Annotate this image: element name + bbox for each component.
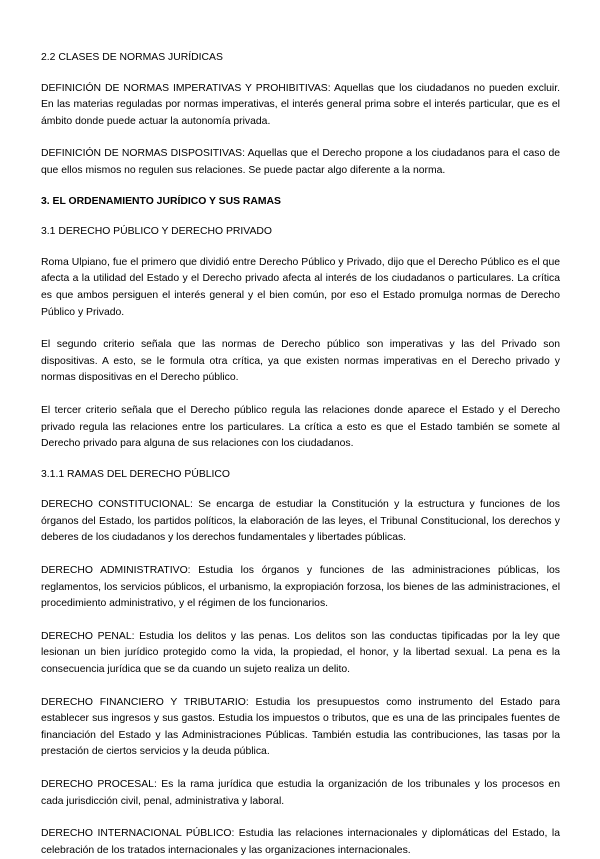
paragraph-internacional: DERECHO INTERNACIONAL PÚBLICO: Estudia las relaciones internacionales y diplomáticas del Estado, la celebración de los tratados internacionales y las organizaciones internacionales. xyxy=(41,828,560,856)
paragraph-segundo-criterio: El segundo criterio señala que las normas de Derecho público son imperativas y las del Privado son dispositivas. A esto, se le formula otra crítica, ya que existen normas imperativas en el Derecho privado y normas dispositivas en el Derecho público. xyxy=(41,339,560,384)
document-page xyxy=(41,50,560,859)
definition-imperativas: DEFINICIÓN DE NORMAS IMPERATIVAS Y PROHIBITIVAS: Aquellas que los ciudadanos no pueden excluir. En las materias reguladas por normas imperativas, el interés general prima sobre el interés particular, que es el ámbito donde puede actuar la autonomía privada. xyxy=(41,82,560,127)
paragraph-administrativo: DERECHO ADMINISTRATIVO: Estudia los órganos y funciones de las administraciones públicas, los reglamentos, los servicios públicos, el urbanismo, la expropiación forzosa, los bienes de las administraciones, el procedimiento administrativo, y el régimen de los funcionarios. xyxy=(41,565,560,610)
paragraph-procesal: DERECHO PROCESAL: Es la rama jurídica que estudia la organización de los tribunales y los procesos en cada jurisdicción civil, penal, administrativa y laboral. xyxy=(41,779,560,807)
section-3-1-1-heading: 3.1.1 RAMAS DEL DERECHO PÚBLICO xyxy=(41,468,231,480)
section-3-1-heading: 3.1 DERECHO PÚBLICO Y DERECHO PRIVADO xyxy=(41,226,272,238)
paragraph-constitucional: DERECHO CONSTITUCIONAL: Se encarga de estudiar la Constitución y la estructura y funciones de los órganos del Estado, los partidos políticos, la elaboración de las leyes, el Tribunal Constitucional, los derechos y deberes de los ciudadanos y los derechos fundamentales y libertades públicas. xyxy=(41,499,560,544)
definition-dispositivas: DEFINICIÓN DE NORMAS DISPOSITIVAS: Aquellas que el Derecho propone a los ciudadanos para el caso de que ellos mismos no regulen sus relaciones. Se puede pactar algo diferente a la norma. xyxy=(41,148,560,176)
paragraph-financiero: DERECHO FINANCIERO Y TRIBUTARIO: Estudia los presupuestos como instrumento del Estado para establecer sus ingresos y sus gastos. Estudia los impuestos o tributos, que es una de las principales fuentes de financiación del Estado y las Administraciones Públicas. También estudia las contribuciones, las tasas por la prestación de ciertos servicios y la deuda pública. xyxy=(41,696,560,758)
section-3-heading: 3. EL ORDENAMIENTO JURÍDICO Y SUS RAMAS xyxy=(41,195,281,207)
paragraph-ulpiano: Roma Ulpiano, fue el primero que dividió entre Derecho Público y Privado, dijo que el Derecho Público es el que afecta a la utilidad del Estado y el Derecho privado afecta al interés de los ciudadanos o particulares. La crítica es que ambos persiguen el interés general y el bien común, por eso el Estado promulga normas de Derecho Público y Privado. xyxy=(41,256,560,318)
paragraph-tercer-criterio: El tercer criterio señala que el Derecho público regula las relaciones donde aparece el Estado y el Derecho privado regula las relaciones entre los particulares. La crítica a esto es que el Estado también se somete al Derecho privado para alguna de sus relaciones con los ciudadanos. xyxy=(41,404,560,450)
section-2-2-heading: 2.2 CLASES DE NORMAS JURÍDICAS xyxy=(41,52,223,63)
paragraph-penal: DERECHO PENAL: Estudia los delitos y las penas. Los delitos son las conductas tipificadas por la ley que lesionan un bien jurídico protegido como la vida, la propiedad, el honor, y la libertad sexual. La pena es la consecuencia jurídica que se da cuando un sujeto realiza un delito. xyxy=(41,630,560,676)
